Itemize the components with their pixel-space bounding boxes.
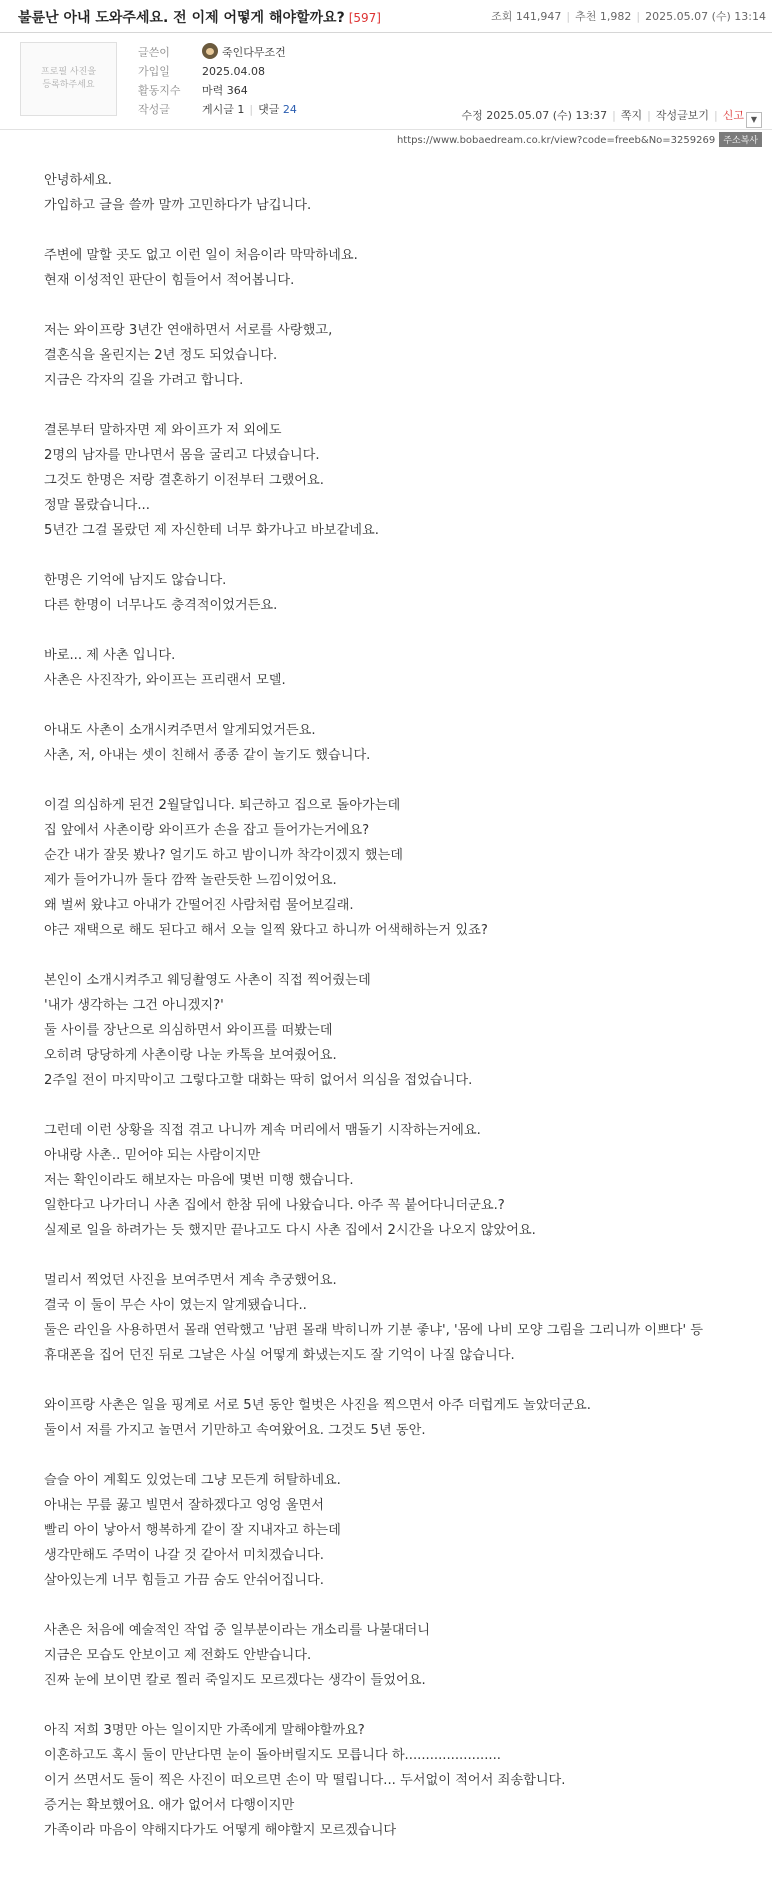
body-line: 아내도 사촌이 소개시켜주면서 알게되었거든요. — [44, 723, 316, 738]
copy-url-button[interactable]: 주소복사 — [719, 132, 762, 147]
join-date-row — [138, 62, 297, 81]
body-line: 멀리서 찍었던 사진을 보여주면서 계속 추궁했어요. — [44, 1273, 337, 1288]
body-paragraph — [44, 318, 744, 393]
user-avatar-icon — [202, 43, 218, 59]
body-paragraph — [44, 568, 744, 618]
body-line: 주변에 말할 곳도 없고 이런 일이 처음이라 막막하네요. — [44, 248, 358, 263]
author-info-panel — [0, 33, 772, 130]
comment-count[interactable]: [597] — [348, 11, 381, 25]
post-datetime: 2025.05.07 (수) 13:14 — [645, 10, 766, 23]
body-line: 안녕하세요. — [44, 173, 112, 188]
body-line: 집 앞에서 사촌이랑 와이프가 손을 잡고 들어가는거에요? — [44, 823, 370, 838]
post-actions — [462, 107, 762, 128]
divider: | — [566, 10, 571, 23]
body-line: 이걸 의심하게 된건 2월달입니다. 퇴근하고 집으로 돌아가는데 — [44, 798, 401, 813]
author-nickname[interactable]: 죽인다무조건 — [222, 46, 286, 59]
divider: | — [636, 10, 641, 23]
profile-placeholder-line1: 프로필 사진을 — [40, 67, 97, 77]
body-line: 정말 몰랐습니다... — [44, 498, 150, 513]
body-line: 증거는 확보했어요. 애가 없어서 다행이지만 — [44, 1798, 295, 1813]
post-count-link[interactable]: 게시글 1 — [202, 103, 245, 116]
body-line: 가족이라 마음이 약해지다가도 어떻게 해야할지 모르겠습니다 — [44, 1823, 397, 1838]
activity-label: 활동지수 — [138, 84, 181, 97]
profile-photo-placeholder — [20, 42, 117, 116]
message-link[interactable]: 쪽지 — [620, 109, 643, 122]
body-line: 2명의 남자를 만나면서 몸을 굴리고 다녔습니다. — [44, 448, 320, 463]
modified-datetime: 수정 2025.05.07 (수) 13:37 — [461, 109, 608, 122]
body-paragraph — [44, 968, 744, 1093]
body-paragraph — [44, 243, 744, 293]
body-line: 빨리 아이 낳아서 행복하게 같이 잘 지내자고 하는데 — [44, 1523, 341, 1538]
body-paragraph — [44, 1118, 744, 1243]
divider: | — [612, 109, 616, 122]
chevron-down-icon[interactable]: ▼ — [746, 112, 762, 128]
body-line: 슬슬 아이 계획도 있었는데 그냥 모든게 허탈하네요. — [44, 1473, 341, 1488]
body-line: 왜 벌써 왔냐고 아내가 간떨어진 사람처럼 물어보길래. — [44, 898, 354, 913]
body-paragraph — [44, 1718, 744, 1843]
recommend-count: 추천 1,982 — [575, 10, 632, 23]
activity-value: 364 — [226, 84, 248, 97]
body-line: 한명은 기억에 남지도 않습니다. — [44, 573, 227, 588]
divider: | — [647, 109, 651, 122]
view-posts-link[interactable]: 작성글보기 — [655, 109, 710, 122]
body-line: 사촌은 처음에 예술적인 작업 중 일부분이라는 개소리를 나불대더니 — [44, 1623, 431, 1638]
body-line: 진짜 눈에 보이면 칼로 찔러 죽일지도 모르겠다는 생각이 들었어요. — [44, 1673, 426, 1688]
body-line: 살아있는게 너무 힘들고 가끔 숨도 안쉬어집니다. — [44, 1573, 324, 1588]
body-line: 둘이서 저를 가지고 놀면서 기만하고 속여왔어요. 그것도 5년 동안. — [44, 1423, 426, 1438]
post-body — [44, 168, 744, 1868]
body-line: 그것도 한명은 저랑 결혼하기 이전부터 그랬어요. — [44, 473, 324, 488]
body-line: 사촌, 저, 아내는 셋이 친해서 종종 같이 놀기도 했습니다. — [44, 748, 371, 763]
body-paragraph — [44, 1618, 744, 1693]
posts-row — [138, 100, 297, 119]
post-title-text: 불륜난 아내 도와주세요. 전 이제 어떻게 해야할까요? — [18, 10, 345, 26]
body-line: 아내는 무릎 꿇고 빌면서 잘하겠다고 엉엉 울면서 — [44, 1498, 324, 1513]
body-line: 사촌은 사진작가, 와이프는 프리랜서 모델. — [44, 673, 286, 688]
body-line: 오히려 당당하게 사촌이랑 나눈 카톡을 보여줬어요. — [44, 1048, 337, 1063]
body-line: 아내랑 사촌.. 믿어야 되는 사람이지만 — [44, 1148, 261, 1163]
join-date-label: 가입일 — [138, 65, 170, 78]
post-title — [18, 7, 381, 27]
body-line: 그런데 이런 상황을 직접 겪고 나니까 계속 머리에서 맴돌기 시작하는거에요. — [44, 1123, 481, 1138]
body-paragraph — [44, 1468, 744, 1593]
join-date-value: 2025.04.08 — [202, 65, 265, 78]
writer-label: 글쓴이 — [138, 46, 170, 59]
post-title-bar — [0, 0, 772, 33]
body-line: 실제로 일을 하려가는 듯 했지만 끝나고도 다시 사촌 집에서 2시간을 나오지 않았어요. — [44, 1223, 536, 1238]
profile-placeholder-line2: 등록하주세요 — [42, 80, 95, 90]
body-line: 아직 저희 3명만 아는 일이지만 가족에게 말해야할까요? — [44, 1723, 365, 1738]
comment-count-label[interactable]: 댓글 — [258, 103, 283, 116]
body-line: 생각만해도 주먹이 나갈 것 같아서 미치겠습니다. — [44, 1548, 324, 1563]
body-line: 와이프랑 사촌은 일을 핑계로 서로 5년 동안 헐벗은 사진을 찍으면서 아주 더럽게도 놀았더군요. — [44, 1398, 591, 1413]
body-line: 5년간 그걸 몰랐던 제 자신한테 너무 화가나고 바보같네요. — [44, 523, 379, 538]
body-line: 일한다고 나가더니 사촌 집에서 한참 뒤에 나왔습니다. 아주 꼭 붙어다니더군요.? — [44, 1198, 505, 1213]
body-line: 이혼하고도 혹시 둘이 만난다면 눈이 돌아버릴지도 모릅니다 하....................... — [44, 1748, 501, 1763]
body-line: 결혼식을 올린지는 2년 정도 되었습니다. — [44, 348, 278, 363]
body-line: 순간 내가 잘못 봤나? 얼기도 하고 밤이니까 착각이겠지 했는데 — [44, 848, 404, 863]
post-url-row — [0, 132, 762, 152]
author-info-grid — [138, 43, 297, 119]
body-line: 2주일 전이 마지막이고 그렇다고할 대화는 딱히 없어서 의심을 접었습니다. — [44, 1073, 473, 1088]
divider: | — [249, 103, 254, 116]
body-line: 지금은 각자의 길을 가려고 합니다. — [44, 373, 244, 388]
body-line: 바로... 제 사촌 입니다. — [44, 648, 176, 663]
body-paragraph — [44, 718, 744, 768]
view-count: 조회 141,947 — [491, 10, 562, 23]
body-line: 저는 확인이라도 해보자는 마음에 몇번 미행 했습니다. — [44, 1173, 354, 1188]
body-line: 둘 사이를 장난으로 의심하면서 와이프를 떠봤는데 — [44, 1023, 333, 1038]
posts-label: 작성글 — [138, 103, 170, 116]
body-line: 휴대폰을 집어 던진 뒤로 그날은 사실 어떻게 화냈는지도 잘 기억이 나질 않습니다. — [44, 1348, 515, 1363]
body-line: 저는 와이프랑 3년간 연애하면서 서로를 사랑했고, — [44, 323, 333, 338]
body-line: 현재 이성적인 판단이 힘들어서 적어봅니다. — [44, 273, 295, 288]
post-url: https://www.bobaedream.co.kr/view?code=freeb&No=3259269 — [396, 135, 716, 146]
body-line: 지금은 모습도 안보이고 제 전화도 안받습니다. — [44, 1648, 312, 1663]
body-line: 가입하고 글을 쓸까 말까 고민하다가 남깁니다. — [44, 198, 312, 213]
report-link[interactable]: 신고 — [722, 109, 744, 122]
body-line: 본인이 소개시켜주고 웨딩촬영도 사촌이 직접 찍어줬는데 — [44, 973, 371, 988]
body-line: 둘은 라인을 사용하면서 몰래 연락했고 '남편 몰래 박히니까 기분 좋냐', '몸에 나비 모양 그림을 그리니까 이쁘다' 등 — [44, 1323, 704, 1338]
body-line: 이거 쓰면서도 둘이 찍은 사진이 떠오르면 손이 막 떨립니다... 두서없이 적어서 죄송합니다. — [44, 1773, 566, 1788]
body-paragraph — [44, 643, 744, 693]
body-line: '내가 생각하는 그건 아니겠지?' — [44, 998, 224, 1013]
body-line: 제가 들어가니까 둘다 깜짝 놀란듯한 느낌이었어요. — [44, 873, 337, 888]
body-line: 다른 한명이 너무나도 충격적이었거든요. — [44, 598, 278, 613]
divider: | — [714, 109, 718, 122]
body-paragraph — [44, 418, 744, 543]
body-paragraph — [44, 1268, 744, 1368]
body-paragraph — [44, 1393, 744, 1443]
activity-row — [138, 81, 297, 100]
body-paragraph — [44, 168, 744, 218]
writer-row — [138, 43, 297, 62]
body-paragraph — [44, 793, 744, 943]
body-line: 야근 재택으로 해도 된다고 해서 오늘 일찍 왔다고 하니까 어색해하는거 있죠? — [44, 923, 488, 938]
comment-count-value[interactable]: 24 — [282, 103, 297, 116]
body-line: 결론부터 말하자면 제 와이프가 저 외에도 — [44, 423, 282, 438]
activity-prefix: 마력 — [202, 84, 227, 97]
body-line: 결국 이 둘이 무슨 사이 였는지 알게됐습니다.. — [44, 1298, 307, 1313]
post-stats — [491, 8, 766, 24]
